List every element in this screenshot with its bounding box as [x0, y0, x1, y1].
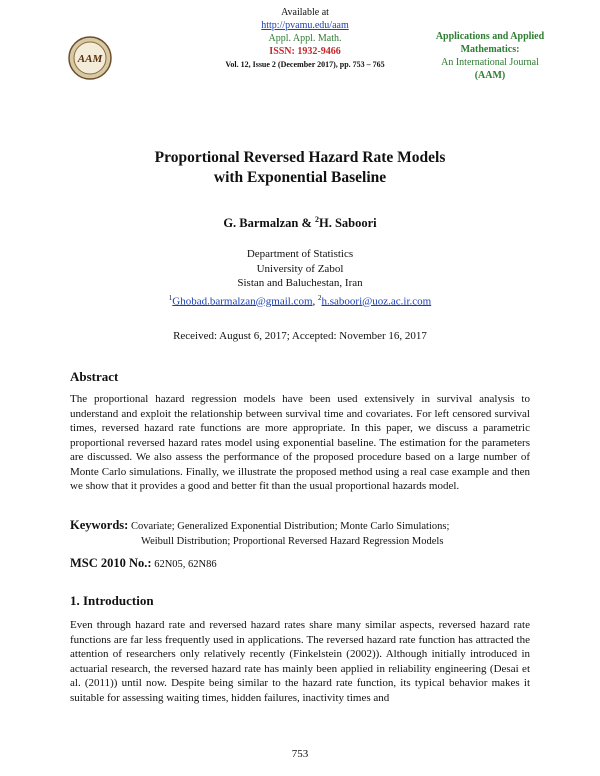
journal-name-line2: Mathematics: — [460, 44, 520, 55]
author-1: G. Barmalzan & — [223, 216, 315, 231]
author-2-superscript: 2 — [315, 215, 319, 224]
journal-name-line1: Applications and Applied — [435, 31, 545, 42]
msc-block — [70, 556, 217, 571]
abstract-heading: Abstract — [70, 369, 119, 384]
affiliation-univ: University of Zabol — [256, 262, 344, 275]
paper-title-line2: with Exponential Baseline — [213, 169, 387, 186]
email-1-link[interactable]: Ghobad.barmalzan@gmail.com — [172, 295, 313, 308]
author-line — [0, 215, 600, 231]
issn-label: ISSN: 1932-9466 — [269, 46, 341, 57]
introduction-heading: 1. Introduction — [70, 593, 154, 608]
paper-title-line1: Proportional Reversed Hazard Rate Models — [154, 149, 446, 166]
email-2-superscript: 2 — [318, 293, 322, 302]
journal-url-link[interactable]: http://pvamu.edu/aam — [261, 20, 349, 31]
affiliation-block — [0, 247, 600, 309]
email-separator: , — [312, 295, 319, 308]
journal-acronym: (AAM) — [474, 70, 506, 81]
received-dates: Received: August 6, 2017; Accepted: November 16, 2017 — [173, 330, 427, 342]
affiliation-dept: Department of Statistics — [246, 248, 354, 260]
available-at-label: Available at — [281, 7, 329, 18]
keywords-line1: Covariate; Generalized Exponential Distribution; Monte Carlo Simulations; — [128, 521, 450, 532]
volume-info: Vol. 12, Issue 2 (December 2017), pp. 753 – 765 — [225, 60, 385, 69]
abstract-text: The proportional hazard regression models have been used extensively in survival analysis to understand and exploit the relationship between survival time and covariates. For left censored survival times, reversed hazard rate functions are more appropriate. In this paper, we discuss a parametric proportional reversed hazard rates model using exponential baseline. The estimation for the parameters are discussed. We also assess the performance of the proposed procedure based on a large number of Monte Carlo simulations. Finally, we illustrate the proposed method using a real case example and then we show that it provides a good and better fit than the usual proportional hazards model. — [70, 393, 530, 492]
journal-header-center — [190, 6, 420, 71]
introduction-text: Even through hazard rate and reversed hazard rates share many similar aspects, reversed hazard rate functions are far less frequently used in applications. The reversed hazard rate function has attracted the attention of researchers only relatively recently (Finkelstein (2002)). Although initially introduced in actuarial research, the reversed hazard rate has mainly been applied in reliability engineering (Desai et al. (2011)) until now. Despite being similar to the hazard rate function, its typical behavior makes it suitable for assessing waiting times, hidden failures, inactivity times and — [70, 619, 530, 704]
keywords-block — [70, 518, 540, 549]
email-2-link[interactable]: h.saboori@uoz.ac.ir.com — [321, 295, 432, 308]
email-1-superscript: 1 — [168, 293, 173, 302]
msc-codes: 62N05, 62N86 — [151, 559, 217, 570]
journal-subtitle: An International Journal — [441, 57, 539, 68]
affiliation-emails — [0, 291, 600, 309]
logo-text: AAM — [77, 53, 103, 65]
affiliation-location: Sistan and Baluchestan, Iran — [237, 277, 363, 289]
keywords-label: Keywords: — [70, 518, 129, 532]
journal-abbrev: Appl. Appl. Math. — [268, 33, 342, 44]
author-2: H. Saboori — [319, 216, 377, 231]
journal-logo — [68, 36, 112, 80]
msc-label: MSC 2010 No.: — [70, 556, 152, 570]
page-number: 753 — [291, 748, 309, 760]
journal-header-right — [400, 30, 580, 82]
keywords-line2: Weibull Distribution; Proportional Reversed Hazard Regression Models — [141, 535, 444, 547]
paper-title — [0, 148, 600, 188]
